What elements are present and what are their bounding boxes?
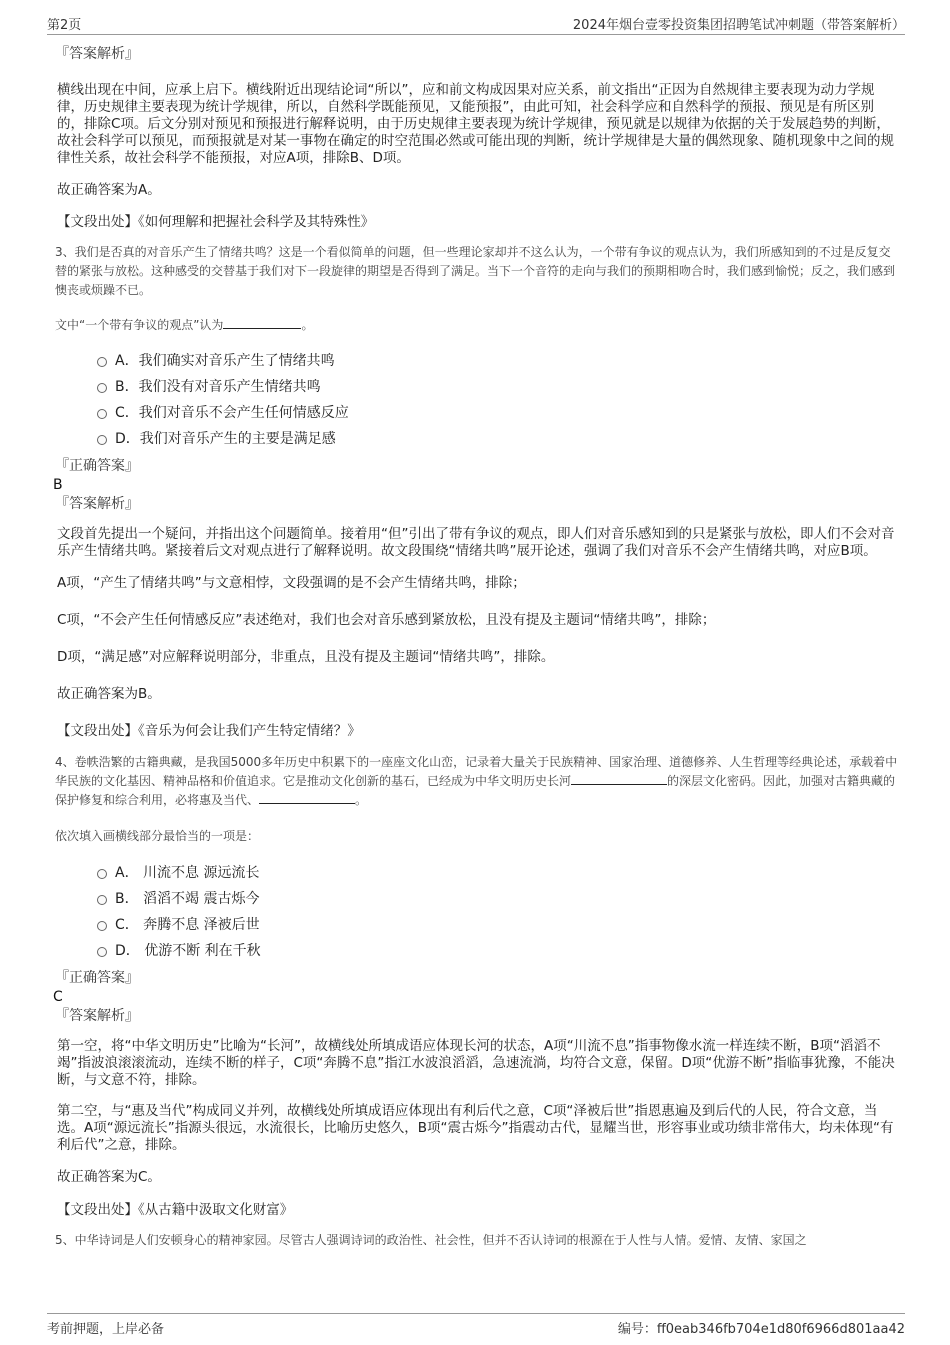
question-4-options bbox=[55, 860, 900, 964]
source-citation: 【文段出处】《从古籍中汲取文化财富》 bbox=[57, 1202, 294, 1218]
analysis-label: 『答案解析』 bbox=[55, 1008, 139, 1024]
page-number: 第2页 bbox=[47, 18, 82, 33]
footer-slogan: 考前押题，上岸必备 bbox=[47, 1322, 165, 1337]
option-label: B．我们没有对音乐产生情绪共鸣 bbox=[115, 379, 321, 395]
question-3-prompt bbox=[55, 316, 900, 335]
question-4-text bbox=[55, 753, 900, 810]
correct-answer: B bbox=[53, 477, 63, 493]
conclusion: 故正确答案为C。 bbox=[57, 1169, 161, 1185]
page-header bbox=[47, 14, 905, 35]
radio-icon[interactable] bbox=[97, 895, 107, 905]
option-d[interactable] bbox=[55, 938, 900, 964]
conclusion: 故正确答案为A。 bbox=[57, 182, 161, 198]
question-4-prompt: 依次填入画横线部分最恰当的一项是： bbox=[55, 829, 260, 843]
radio-icon[interactable] bbox=[97, 869, 107, 879]
radio-icon[interactable] bbox=[97, 357, 107, 367]
document-title: 2024年烟台壹零投资集团招聘笔试冲刺题（带答案解析） bbox=[572, 18, 905, 33]
page-footer bbox=[47, 1313, 905, 1336]
question-3-options bbox=[55, 348, 900, 452]
option-a[interactable] bbox=[55, 860, 900, 886]
analysis-paragraph: D项，“满足感”对应解释说明部分，非重点，且没有提及主题词“情绪共鸣”，排除。 bbox=[57, 649, 555, 665]
option-label: A．我们确实对音乐产生了情绪共鸣 bbox=[115, 353, 335, 369]
option-label: C． 奔腾不息 泽被后世 bbox=[115, 917, 260, 933]
prompt-end: 。 bbox=[301, 318, 314, 332]
answer-blank bbox=[571, 772, 667, 785]
radio-icon[interactable] bbox=[97, 435, 107, 445]
correct-answer-label: 『正确答案』 bbox=[55, 970, 139, 986]
answer-blank bbox=[259, 791, 355, 804]
analysis-paragraph: 第一空，将“中华文明历史”比喻为“长河”，故横线处所填成语应体现长河的状态，A项“川流不息”指事物像水流一样连续不断，B项“滔滔不竭”指波浪滚滚流动，连续不断的样子，C项“奔腾不息”指江水波浪滔滔，急速流淌，均符合文意，保留。D项“优游不断”指临事犹豫，不能决断，与文意不符，排除。 bbox=[57, 1038, 895, 1088]
option-c[interactable] bbox=[55, 400, 900, 426]
document-id: 编号：ff0eab346fb704e1d80f6966d801aa42 bbox=[617, 1322, 905, 1337]
option-b[interactable] bbox=[55, 374, 900, 400]
source-citation: 【文段出处】《音乐为何会让我们产生特定情绪？》 bbox=[57, 723, 361, 739]
analysis-paragraph: C项，“不会产生任何情感反应”表述绝对，我们也会对音乐感到紧放松，且没有提及主题词“情绪共鸣”，排除； bbox=[57, 612, 716, 628]
question-5-text: 5、中华诗词是人们安顿身心的精神家园。尽管古人强调诗词的政治性、社会性，但并不否认诗词的根源在于人性与人情。爱情、友情、家国之 bbox=[55, 1233, 807, 1247]
analysis-paragraph: 文段首先提出一个疑问，并指出这个问题简单。接着用“但”引出了带有争议的观点，即人们对音乐感知到的只是紧张与放松，即人们不会对音乐产生情绪共鸣。紧接着后文对观点进行了解释说明。故文段围绕“情绪共鸣”展开论述，强调了我们对音乐不会产生情绪共鸣，对应B项。 bbox=[57, 526, 895, 559]
option-label: A． 川流不息 源远流长 bbox=[115, 865, 260, 881]
analysis-label: 『答案解析』 bbox=[55, 46, 139, 62]
question-text: 的深层文化密码。因此，加强对古籍典藏的保护修复和综合利用，必将惠及当代、 bbox=[55, 774, 896, 807]
radio-icon[interactable] bbox=[97, 947, 107, 957]
radio-icon[interactable] bbox=[97, 409, 107, 419]
analysis-text: 横线出现在中间，应承上启下。横线附近出现结论词“所以”，应和前文构成因果对应关系，前文指出“正因为自然规律主要表现为动力学规律，历史规律主要表现为统计学规律，所以，自然科学既能预见，又能预报”，由此可知，社会科学应和自然科学的预报、预见是有所区别的，排除C项。后文分别对预见和预报进行解释说明，由于历史规律主要表现为统计学规律，预见就是以规律为依据的关于发展趋势的判断，故社会科学可以预见，而预报就是对某一事物在确定的时空范围必然或可能出现的判断，统计学规律是大量的偶然现象、随机现象中之间的规律性关系，故社会科学不能预报，对应A项，排除B、D项。 bbox=[57, 82, 894, 166]
option-a[interactable] bbox=[55, 348, 900, 374]
question-text: 。 bbox=[355, 793, 368, 807]
analysis-paragraph: 第二空，与“惠及当代”构成同义并列，故横线处所填成语应体现出有利后代之意，C项“泽被后世”指恩惠遍及到后代的人民，符合文意，当选。A项“源远流长”指源头很远，水流很长，比喻历史悠久，B项“震古烁今”指震动古代，显耀当世，形容事业或功绩非常伟大，均未体现“有利后代”之意，排除。 bbox=[57, 1103, 894, 1153]
correct-answer-label: 『正确答案』 bbox=[55, 458, 139, 474]
prompt-text: 文中“一个带有争议的观点”认为 bbox=[55, 318, 224, 332]
question-text: 4、卷帙浩繁的古籍典藏，是我国5000多年历史中积累下的一座座文化山峦，记录着大量关于民族精神、国家治理、道德修养、人生哲理等经典论述，承载着中华民族的文化基因、精神品格和价值追求。它是推动文化创新的基石，已经成为中华文明历史长河 bbox=[55, 755, 898, 788]
conclusion: 故正确答案为B。 bbox=[57, 686, 161, 702]
option-c[interactable] bbox=[55, 912, 900, 938]
option-label: B． 滔滔不竭 震古烁今 bbox=[115, 891, 260, 907]
radio-icon[interactable] bbox=[97, 383, 107, 393]
question-3-text: 3、我们是否真的对音乐产生了情绪共鸣？这是一个看似简单的问题，但一些理论家却并不这么认为，一个带有争议的观点认为，我们所感知到的不过是反复交替的紧张与放松。这种感受的交替基于我们对下一段旋律的期望是否得到了满足。当下一个音符的走向与我们的预期相吻合时，我们感到愉悦；反之，我们感到懊丧或烦躁不已。 bbox=[55, 245, 896, 297]
correct-answer: C bbox=[53, 989, 63, 1005]
analysis-label: 『答案解析』 bbox=[55, 496, 139, 512]
option-label: C．我们对音乐不会产生任何情感反应 bbox=[115, 405, 349, 421]
option-label: D． 优游不断 利在千秋 bbox=[115, 943, 261, 959]
document-body bbox=[55, 44, 900, 1250]
option-label: D．我们对音乐产生的主要是满足感 bbox=[115, 431, 336, 447]
option-d[interactable] bbox=[55, 426, 900, 452]
option-b[interactable] bbox=[55, 886, 900, 912]
source-citation: 【文段出处】《如何理解和把握社会科学及其特殊性》 bbox=[57, 214, 375, 230]
radio-icon[interactable] bbox=[97, 921, 107, 931]
answer-blank bbox=[223, 316, 301, 329]
analysis-paragraph: A项，“产生了情绪共鸣”与文意相悖，文段强调的是不会产生情绪共鸣，排除； bbox=[57, 575, 526, 591]
